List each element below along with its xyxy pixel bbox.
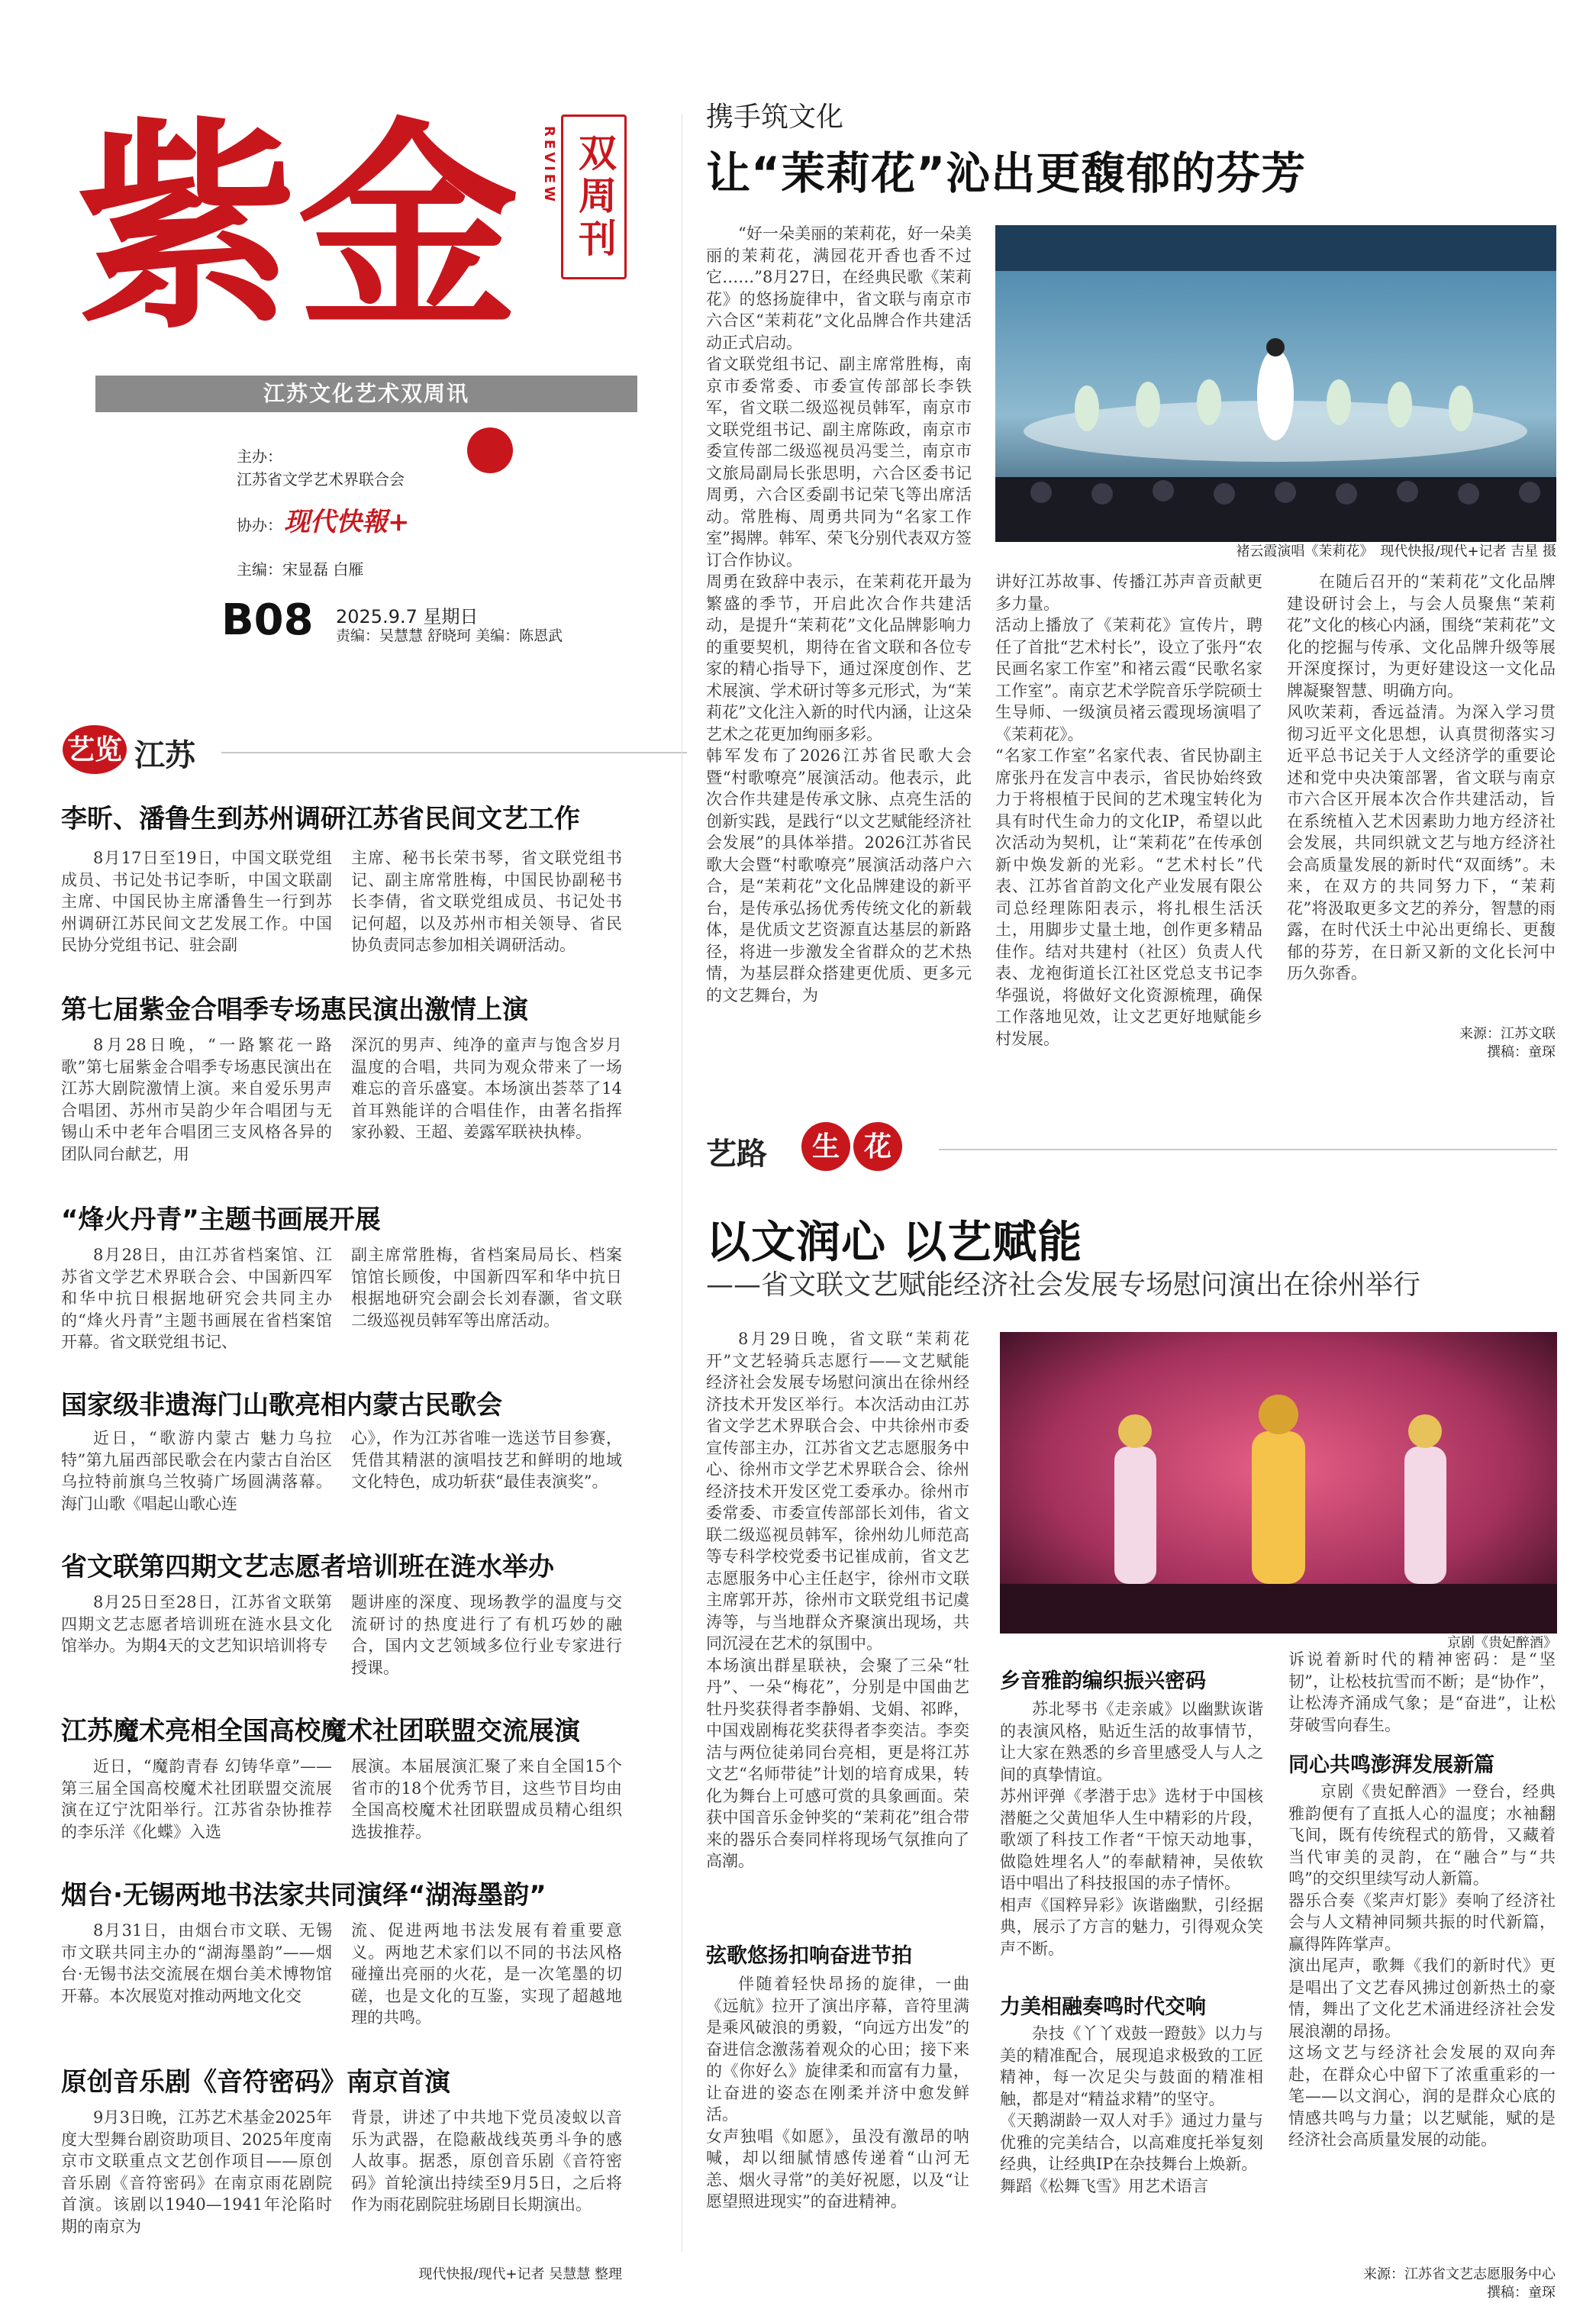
brief-col1: 9月3日晚，江苏艺术基金2025年度大型舞台剧资助项目、2025年度南京市文联重点文艺创作项目——原创音乐剧《音符密码》在南京雨花剧院首演。该剧以1940—1941年沦陷时期的南京为 xyxy=(61,2108,332,2236)
brief-col2: 题讲座的深度、现场教学的温度与交流研讨的热度进行了有机巧妙的融合，国内文艺领域多位行业专家进行授课。 xyxy=(351,1593,622,1677)
article2-photo xyxy=(1000,1332,1557,1634)
brief-col1: 8月31日，由烟台市文联、无锡市文联共同主办的“湖海墨韵”——烟台·无锡书法交流展在烟台美术博物馆开幕。本次展览对推动两地文化交 xyxy=(61,1921,332,2005)
brief-headline: 烟台·无锡两地书法家共同演绎“湖海墨韵” xyxy=(61,1880,547,1911)
article2-col1b: 伴随着轻快昂扬的旋律，一曲《远航》拉开了演出序幕，音符里满是乘风破浪的勇毅，“向远方出发”的奋进信念激荡着观众的心田；接下来的《你好么》旋律柔和而富有力量，让奋进的姿态在刚柔并济中愈发鲜活。 女声独唱《如愿》，虽没有激昂的呐喊，却以细腻情感传递着“山河无恙、烟火寻常”的美好祝愿，以及“让愿望照进现实”的奋进精神。 xyxy=(706,1975,969,2211)
article2-source: 来源：江苏省文艺志愿服务中心 xyxy=(1363,2266,1556,2282)
section-badge-sheng: 生 xyxy=(801,1122,850,1171)
article2-col2a: 苏北琴书《走亲戚》以幽默诙谐的表演风格，贴近生活的故事情节，让大家在熟悉的乡音里感受人与人之间的真挚情谊。 苏州评弹《孝潜于忠》选材于中国核潜艇之父黄旭华人生中精彩的片段，歌颂了科技工作者“干惊天动地事，做隐姓埋名人”的奉献精神，吴侬软语中唱出了科技报国的赤子情怀。 相声《国粹异彩》诙谐幽默，引经据典，展示了方言的魅力，引得观众笑声不断。 xyxy=(1000,1700,1263,1958)
brief-col1: 近日，“魔韵青春 幻铸华章”——第三届全国高校魔术社团联盟交流展演在辽宁沈阳举行。江苏省杂协推荐的李乐洋《化蝶》入选 xyxy=(61,1757,332,1841)
brief-headline: 原创音乐剧《音符密码》南京首演 xyxy=(61,2067,450,2098)
section-label-jiangsu: 江苏 xyxy=(134,737,195,773)
article2-photo-caption: 京剧《贵妃醉酒》 xyxy=(1447,1635,1557,1651)
host-label: 主办： xyxy=(237,447,282,466)
brief-col2: 主席、秘书长荣书琴，省文联党组书记、副主席常胜梅，中国民协副秘书长李倩，省文联党组成员、书记处书记何超，以及苏州市相关领导、省民协负责同志参加相关调研活动。 xyxy=(351,849,622,954)
article2-subhead-3: 力美相融奏鸣时代交响 xyxy=(1000,1995,1206,2019)
masthead-title-text: 紫金 xyxy=(76,98,519,358)
brief-col1: 8月17日至19日，中国文联党组成员、书记处书记李昕，中国文联副主席、中国民协主席潘鲁生一行到苏州调研江苏民间文艺发展工作。中国民协分党组书记、驻会副 xyxy=(61,849,332,954)
host-name: 江苏省文学艺术界联合会 xyxy=(237,470,405,489)
brief-headline: 江苏魔术亮相全国高校魔术社团联盟交流展演 xyxy=(61,1716,580,1746)
biweekly-tag: 双周刊 xyxy=(561,114,627,279)
wenlian-logo-icon xyxy=(467,427,513,473)
article1-source: 来源：江苏文联 xyxy=(1459,1026,1556,1042)
article1-writer: 撰稿：童琛 xyxy=(1487,1044,1556,1060)
article2-subhead-2: 乡音雅韵编织振兴密码 xyxy=(1000,1669,1206,1693)
section-divider xyxy=(221,752,687,753)
brief-credit: 现代快报/现代+记者 吴慧慧 整理 xyxy=(418,2266,622,2282)
article1-photo-caption: 褚云霞演唱《茉莉花》 现代快报/现代+记者 吉星 摄 xyxy=(1236,543,1556,560)
article1-col1: “好一朵美丽的茉莉花，好一朵美丽的茉莉花，满园花开香也香不过它……”8月27日，在经典民歌《茉莉花》的悠扬旋律中，省文联与南京市六合区“茉莉花”文化品牌合作共建活动正式启动。 省文联党组书记、副主席常胜梅，南京市委常委、市委宣传部部长李铁军，省文联二级巡视员韩军，南京市文联党组书记、副主席陈政，南京市委宣传部二级巡视员冯雯兰，南京市文旅局副局长张思明，六合区委书记周勇，六合区委副书记荣飞等出席活动。常胜梅、周勇共同为“名家工作室”揭牌。韩军、荣飞分别代表双方签订合作协议。 周勇在致辞中表示，在茉莉花开最为繁盛的季节，开启此次合作共建活动，是提升“茉莉花”文化品牌影响力的重要契机，期待在省文联和各位专家的精心指导下，通过深度创作、艺术展演、学术研讨等多元形式，为“茉莉花”文化注入新的时代内涵，让这朵艺术之花更加绚丽多彩。 韩军发布了2026江苏省民歌大会暨“村歌嘹亮”展演活动。他表示，此次合作共建是传承文脉、点亮生活的创新实践，是践行“以文艺赋能经济社会发展”的具体举措。2026江苏省民歌大会暨“村歌嘹亮”展演活动落户六合，是“茉莉花”文化品牌建设的新平台，是传承弘扬优秀传统文化的新载体，是优质文艺资源直达基层的新路径，将进一步激发全省群众的艺术热情，为基层群众搭建更优质、更多元的文艺舞台，为 xyxy=(706,224,972,1005)
brief-col2: 副主席常胜梅，省档案局局长、档案馆馆长顾俊，中国新四军和华中抗日根据地研究会副会长刘春灏，省文联二级巡视员韩军等出席活动。 xyxy=(351,1246,622,1330)
brief-headline: 第七届紫金合唱季专场惠民演出激情上演 xyxy=(61,995,528,1025)
brief-col2: 背景，讲述了中共地下党员凌蚁以音乐为武器，在隐蔽战线英勇斗争的感人故事。据悉，原创音乐剧《音符密码》首轮演出持续至9月5日，之后将作为雨花剧院驻场剧目长期演出。 xyxy=(351,2108,622,2214)
chief-editor: 主编：宋显磊 白雁 xyxy=(237,560,364,579)
article2-headline: 以文润心 以艺赋能 xyxy=(706,1216,1083,1268)
brief-col1: 8月25日至28日，江苏省文联第四期文艺志愿者培训班在涟水县文化馆举办。为期4天的文艺知识培训将专 xyxy=(61,1593,332,1655)
xiandai-kuaibao-logo: 现代快報+ xyxy=(284,507,410,537)
brief-col2: 展演。本届展演汇聚了来自全国15个省市的18个优秀节目，这些节目均由全国高校魔术社团联盟成员精心组织选拔推荐。 xyxy=(351,1757,622,1841)
masthead-title xyxy=(69,76,542,366)
article1-headline: 让“茉莉花”沁出更馥郁的芬芳 xyxy=(706,147,1307,199)
article2-col3b: 京剧《贵妃醉酒》一登台，经典雅韵便有了直抵人心的温度；水袖翻飞间，既有传统程式的筋骨，又藏着当代审美的灵韵，在“融合”与“共鸣”的交织里续写动人新篇。 器乐合奏《桨声灯影》奏响了经济社会与人文精神同频共振的时代新篇，赢得阵阵掌声。 演出尾声，歌舞《我们的新时代》更是唱出了文艺春风拂过创新热土的豪情，舞出了文化艺术涌进经济社会发展浪潮的昂扬。 这场文艺与经济社会发展的双向奔赴，在群众心中留下了浓重重彩的一笔——以文润心，润的是群众心底的情感共鸣与力量；以艺赋能，赋的是经济社会高质量发展的动能。 xyxy=(1288,1782,1556,2149)
brief-col1: 近日，“歌游内蒙古 魅力乌拉特”第九届西部民歌会在内蒙古自治区乌拉特前旗乌兰牧骑广场圆满落幕。海门山歌《唱起山歌心连 xyxy=(61,1429,332,1513)
brief-headline: 省文联第四期文艺志愿者培训班在涟水举办 xyxy=(61,1552,554,1582)
article2-col3a: 诉说着新时代的精神密码：是“坚韧”，让松枝抗雪而不断；是“协作”，让松涛齐涌成气象；是“奋进”，让松芽破雪向春生。 xyxy=(1288,1650,1556,1734)
article2-writer: 撰稿：童琛 xyxy=(1487,2285,1556,2301)
article2-col1: 8月29日晚，省文联“茉莉花开”文艺轻骑兵志愿行——文艺赋能经济社会发展专场慰问演出在徐州经济技术开发区举行。本次活动由江苏省文学艺术界联合会、中共徐州市委宣传部主办，江苏省文艺志愿服务中心、徐州市文学艺术界联合会、徐州经济技术开发区党工委承办。徐州市委常委、市委宣传部部长刘伟，省文联二级巡视员韩军，徐州幼儿师范高等专科学校党委书记崔成前，省文艺志愿服务中心主任赵宇，徐州市文联主席郭开苏，徐州市文联党组书记虞涛等，与当地群众齐聚演出现场，共同沉浸在艺术的氛围中。 本场演出群星联袂，会聚了三朵“牡丹”、一朵“梅花”，分别是中国曲艺牡丹奖获得者李静娟、戈娟、祁晔，中国戏剧梅花奖获得者李奕洁。李奕洁与两位徒弟同台亮相，更是将江苏文艺“名师带徒”计划的培育成果，转化为舞台上可感可赏的具象画面。荣获中国音乐金钟奖的“茉莉花”组合带来的器乐合奏同样将现场气氛推向了高潮。 xyxy=(706,1330,969,1870)
section-badge-yilan: 艺览 xyxy=(63,725,127,774)
brief-col1: 8月28日，由江苏省档案馆、江苏省文学艺术界联合会、中国新四军和华中抗日根据地研究会共同主办的“烽火丹青”主题书画展在省档案馆开幕。省文联党组书记、 xyxy=(61,1246,332,1351)
section-badge-hua: 花 xyxy=(853,1122,902,1171)
review-label: REVIEW xyxy=(541,126,557,205)
brief-col2: 流、促进两地书法发展有着重要意义。两地艺术家们以不同的书法风格碰撞出亮丽的火花，是一次笔墨的切磋，也是文化的互鉴，实现了超越地理的共鸣。 xyxy=(351,1921,622,2027)
article2-col2b: 杂技《丫丫戏鼓一蹬鼓》以力与美的精准配合，展现追求极致的工匠精神，每一次足尖与鼓面的精准相触，都是对“精益求精”的坚守。 《天鹅湖龄一双人对手》通过力量与优雅的完美结合，以高难度托举复刻经典，让经典IP在杂技舞台上焕新。 舞蹈《松舞飞雪》用艺术语言 xyxy=(1000,2024,1263,2195)
masthead-subtitle: 江苏文化艺术双周讯 xyxy=(95,376,637,412)
brief-headline: 国家级非遗海门山歌亮相内蒙古民歌会 xyxy=(61,1390,502,1421)
editors: 责编：吴慧慧 舒晓珂 美编：陈恩武 xyxy=(336,627,563,644)
article1-col2: 讲好江苏故事、传播江苏声音贡献更多力量。 活动上播放了《茉莉花》宣传片，聘任了首批“艺术村长”，设立了张丹“农民画名家工作室”和褚云霞“民歌名家工作室”。南京艺术学院音乐学院硕士生导师、一级演员褚云霞现场演唱了《茉莉花》。 “名家工作室”名家代表、省民协副主席张丹在发言中表示，省民协始终致力于将根植于民间的艺术瑰宝转化为具有时代生命力的文化IP，希望以此次活动为契机，让“茉莉花”在传承创新中焕发新的光彩。“艺术村长”代表、江苏省首韵文化产业发展有限公司总经理陈阳表示，将扎根生活沃土，用脚步丈量土地，创作更多精品佳作。结对共建村（社区）负责人代表、龙袍街道长江社区党总支书记李华强说，将做好文化资源梳理，确保工作落地见效，让文艺更好地赋能乡村发展。 xyxy=(995,572,1262,1048)
article1-col3: 在随后召开的“茉莉花”文化品牌建设研讨会上，与会人员聚焦“茉莉花”文化的核心内涵，围绕“茉莉花”文化的挖掘与传承、文化品牌升级等展开深度探讨，为更好建设这一文化品牌凝聚智慧、明确方向。 风吹茉莉，香远益清。为深入学习贯彻习近平文化思想，认真贯彻落实习近平总书记关于人文经济学的重要论述和党中央决策部署，省文联与南京市六合区开展本次合作共建活动，旨在系统植入艺术因素助力地方经济社会发展，共同织就文艺与地方经济社会高质量发展的新时代“双面绣”。未来，在双方的共同努力下，“茉莉花”将汲取更多文艺的养分，智慧的雨露，在时代沃土中沁出更绵长、更馥郁的芬芳，在日新又新的文化长河中历久弥香。 xyxy=(1287,572,1556,982)
brief-headline: “烽火丹青”主题书画展开展 xyxy=(61,1205,381,1235)
section-label-yilu: 艺路 xyxy=(706,1136,767,1172)
section-divider xyxy=(939,1149,1557,1150)
article1-kicker: 携手筑文化 xyxy=(706,102,844,133)
brief-col1: 8月28日晚，“一路繁花一路歌”第七届紫金合唱季专场惠民演出在江苏大剧院激情上演。来自爱乐男声合唱团、苏州市吴韵少年合唱团与无锡山禾中老年合唱团三支风格各异的团队同台献艺，用 xyxy=(61,1036,332,1163)
brief-col2: 深沉的男声、纯净的童声与饱含岁月温度的合唱，共同为观众带来了一场难忘的音乐盛宴。本场演出荟萃了14首耳熟能详的合唱佳作，由著名指挥家孙毅、王超、姜露军联袂执棒。 xyxy=(351,1036,622,1141)
article1-photo xyxy=(995,225,1556,542)
article2-subhead-1: 弦歌悠扬扣响奋进节拍 xyxy=(706,1944,912,1968)
issue-date: 2025.9.7 星期日 xyxy=(336,606,479,627)
brief-col2: 心》，作为江苏省唯一选送节目参赛，凭借其精湛的演唱技艺和鲜明的地域文化特色，成功斩获“最佳表演奖”。 xyxy=(351,1429,622,1491)
article2-subhead-4: 同心共鸣澎湃发展新篇 xyxy=(1288,1753,1494,1777)
page-number: B08 xyxy=(221,595,314,645)
article2-subhead: ——省文联文艺赋能经济社会发展专场慰问演出在徐州举行 xyxy=(706,1269,1421,1301)
brief-headline: 李昕、潘鲁生到苏州调研江苏省民间文艺工作 xyxy=(61,804,580,834)
cohost-label: 协办： xyxy=(237,516,282,534)
